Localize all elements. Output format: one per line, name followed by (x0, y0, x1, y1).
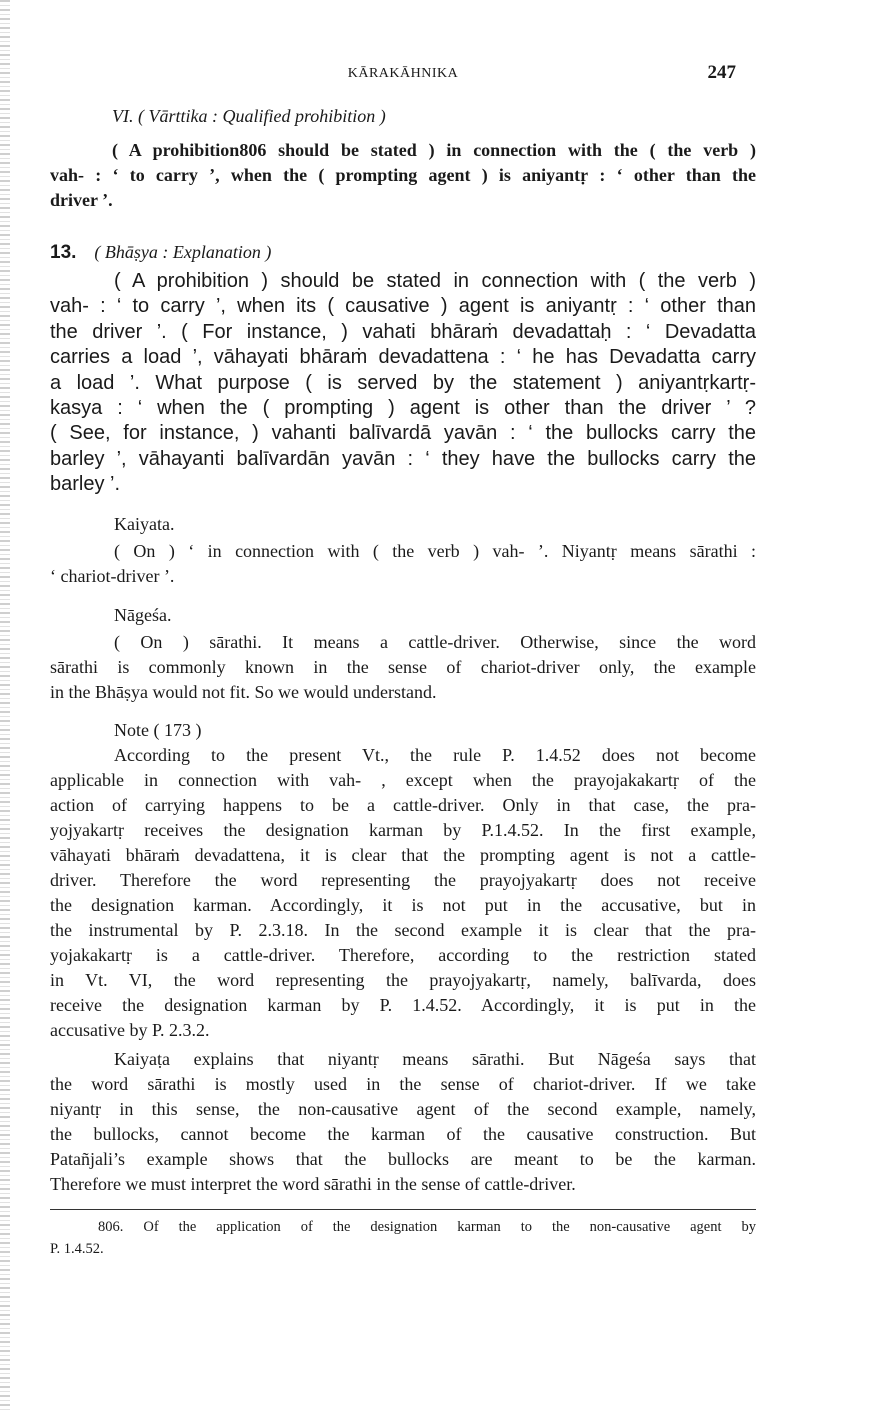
note-line: Kaiyaṭa explains that niyantṛ means sārathi. But Nāgeśa says that (114, 1048, 756, 1069)
note-line: Therefore we must interpret the word sārathi in the sense of cattle-driver. (50, 1173, 576, 1194)
bhasya-line: the driver ’. ( For instance, ) vahati bhāraṁ devadattaḥ : ‘ Devadatta (50, 320, 756, 343)
vartika-line: vah- : ‘ to carry ’, when the ( prompting agent ) is aniyantṛ : ‘ other than the (50, 165, 756, 185)
note-line: the designation karman. Accordingly, it is not put in the accusative, but in (50, 894, 756, 915)
section-number: 13. (50, 242, 77, 263)
note-line: According to the present Vt., the rule P. 1.4.52 does not become (114, 744, 756, 765)
vartika-heading: VI. ( Vārttika : Qualified prohibition ) (112, 106, 386, 126)
bhasya-line: ( See, for instance, ) vahanti balīvardā yavān : ‘ the bullocks carry the (50, 422, 756, 445)
nagesa-line: in the Bhāṣya would not fit. So we would understand. (50, 681, 437, 702)
note-line: the word sārathi is mostly used in the sense of chariot-driver. If we take (50, 1073, 756, 1094)
kaiyata-text (50, 539, 756, 589)
note-heading: Note ( 173 ) (114, 719, 202, 740)
bhasya-line: barley ’, vāhayanti balīvardān yavān : ‘ they have the bullocks carry the (50, 447, 756, 470)
bhasya-line: ( A prohibition ) should be stated in connection with ( the verb ) (114, 270, 756, 292)
note-line: yojakakartṛ is a cattle-driver. Therefore, according to the restriction stated (50, 944, 756, 965)
note-line: action of carrying happens to be a cattle-driver. Only in that case, the pra- (50, 794, 756, 815)
note-line: in Vt. VI, the word representing the prayojyakartṛ, namely, balīvarda, does (50, 969, 756, 990)
nagesa-line: sārathi is commonly known in the sense of chariot-driver only, the example (50, 656, 756, 677)
note-paragraph-1 (50, 743, 756, 1043)
nagesa-heading: Nāgeśa. (114, 604, 172, 625)
bhasya-line: a load ’. What purpose ( is served by the statement ) aniyantṛkartṛ- (50, 371, 756, 394)
note-line: niyantṛ in this sense, the non-causative agent of the second example, namely, (50, 1098, 756, 1119)
vartika-line: ( A prohibition806 should be stated ) in connection with the ( the verb ) (112, 140, 756, 160)
note-line: applicable in connection with vah- , except when the prayojakakartṛ of the (50, 769, 756, 790)
note-line: yojyakartṛ receives the designation karman by P.1.4.52. In the first example, (50, 819, 756, 840)
page-number: 247 (707, 62, 736, 83)
footnote-line: 806. Of the application of the designation karman to the non-causative agent by (98, 1218, 756, 1235)
bhasya-line: barley ’. (50, 473, 121, 496)
note-line: the instrumental by P. 2.3.18. In the second example it is clear that the pra- (50, 919, 756, 940)
bhasya-line: carries a load ’, vāhayati bhāraṁ devadattena : ‘ he has Devadatta carry (50, 346, 756, 369)
footnote-divider (50, 1209, 756, 1210)
note-paragraph-2 (50, 1047, 756, 1197)
note-line: driver. Therefore the word representing the prayojyakartṛ does not receive (50, 869, 756, 890)
bhasya-line: vah- : ‘ to carry ’, when its ( causative ) agent is aniyantṛ : ‘ other than (50, 295, 756, 318)
kaiyata-line: ‘ chariot-driver ’. (50, 565, 175, 586)
bhasya-heading-label: ( Bhāṣya : Explanation ) (94, 242, 272, 262)
nagesa-line: ( On ) sārathi. It means a cattle-driver. Otherwise, since the word (114, 631, 756, 652)
running-title: KĀRAKĀHNIKA (347, 66, 459, 81)
scanned-page-edge (0, 0, 10, 1411)
note-line: the bullocks, cannot become the karman of the causative construction. But (50, 1123, 756, 1144)
vartika-line: driver ’. (50, 190, 113, 210)
note-line: vāhayati bhāraṁ devadattena, it is clear that the prompting agent is not a cattle- (50, 844, 756, 865)
nagesa-text (50, 630, 756, 705)
document-page (50, 58, 756, 1260)
bhasya-text (50, 269, 756, 498)
vartika-text (50, 138, 756, 213)
footnote (50, 1216, 756, 1260)
note-line: Patañjali’s example shows that the bullocks are meant to be the karman. (50, 1148, 756, 1169)
page-header (50, 58, 756, 92)
bhasya-line: kasya : ‘ when the ( prompting ) agent is other than the driver ’ ? (50, 397, 756, 420)
kaiyata-line: ( On ) ‘ in connection with ( the verb ) vah- ’. Niyantṛ means sārathi : (114, 540, 756, 561)
bhasya-heading (50, 239, 756, 269)
footnote-line: P. 1.4.52. (50, 1240, 104, 1257)
note-line: accusative by P. 2.3.2. (50, 1019, 210, 1040)
kaiyata-heading: Kaiyata. (114, 513, 175, 534)
note-line: receive the designation karman by P. 1.4.52. Accordingly, it is put in the (50, 994, 756, 1015)
